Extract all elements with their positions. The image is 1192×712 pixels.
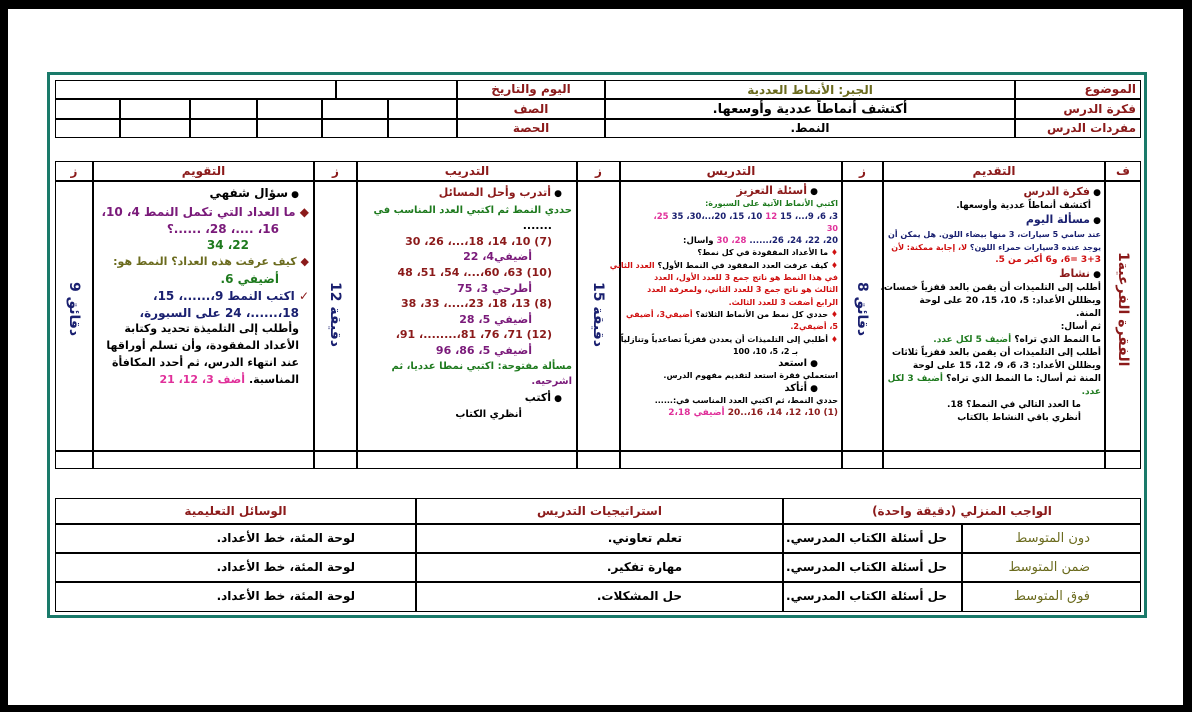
- teach-check-l2b: أضيفي 2،18: [668, 408, 725, 419]
- teach-reinforce-title: أسئلة التعزيز: [736, 184, 807, 197]
- level-cell: [962, 582, 1141, 612]
- practice-l9: (12) 71، 76، 81،........، 91،: [395, 328, 552, 342]
- assess-l6: اكتب النمط 9،......، 15،: [153, 288, 295, 303]
- teach-r-l10: حددي كل نمط من الأنماط الثلاثة؟: [695, 309, 829, 319]
- col-head-z2: [577, 161, 620, 181]
- topic-label: الموضوع: [1084, 82, 1136, 96]
- period-field-1: [388, 119, 457, 138]
- lesson-plan-document: [47, 72, 1147, 618]
- vocab-label-cell: [1015, 119, 1141, 138]
- teach-r-l4: 20، 22، 24، 26،......: [749, 236, 838, 247]
- teach-r-l7: في هذا النمط هو ناتج جمع 3 للعدد الأول، العدد: [654, 273, 838, 283]
- blank-row-practice: [357, 451, 577, 469]
- strategy-cell: [416, 524, 783, 553]
- assess-oral-title: سؤال شفهي: [209, 186, 288, 200]
- practice-l11: مسألة مفتوحة: اكتبي نمطا عدديا، ثم: [391, 360, 572, 372]
- col-head-z3: [314, 161, 357, 181]
- assessment-content: [97, 185, 309, 389]
- intro-problem-l2: يوجد عنده 3سيارات حمراء اللون؟: [969, 243, 1101, 252]
- tools-cell: [55, 553, 416, 582]
- period-field-6: [55, 119, 120, 138]
- assessment-time-cell: [55, 181, 93, 451]
- teach-r-l1: اكتبي الأنماط الآتية على السبورة:: [705, 199, 838, 209]
- col-head-assessment: [93, 161, 314, 181]
- assess-l11b: أضف 3، 12، 21: [159, 372, 246, 386]
- blank-row-teaching: [620, 451, 842, 469]
- assess-l9: الأعداد المفقودة، وأن تسلم أوراقها: [106, 339, 299, 353]
- practice-time: 12 دقيقة: [327, 282, 343, 347]
- intro-act-l5: ما النمط الذي تراه؟: [1014, 335, 1101, 345]
- strategies-head-cell: [416, 498, 783, 524]
- teach-r-l2b: 12: [765, 211, 778, 222]
- assessment-time: 9 دقائق: [66, 282, 82, 337]
- level-cell: [962, 524, 1141, 553]
- bullet-icon: ●: [288, 190, 299, 200]
- blank-row-z3: [314, 451, 357, 469]
- intro-act-l8b: أضيف 3 لكل: [887, 374, 943, 384]
- tools-text: لوحة المئة، خط الأعداد.: [216, 531, 355, 545]
- practice-l2: .......: [522, 219, 552, 233]
- teaching-time-cell: [577, 181, 620, 451]
- class-label-cell: [457, 99, 605, 119]
- teaching-content: [609, 184, 838, 420]
- practice-l4: أضيفي4، 22: [463, 250, 532, 264]
- col-head-f: [1105, 161, 1141, 181]
- bullet-icon: ●: [551, 393, 562, 404]
- practice-write-text: أنظري الكتاب: [455, 409, 522, 421]
- class-field-4: [190, 99, 257, 119]
- bullet-icon: ●: [1090, 188, 1101, 198]
- practice-content: [360, 185, 572, 423]
- idea-label-cell: [1015, 99, 1141, 119]
- assess-l1: ما العداد التي تكمل النمط 4، 10،: [101, 204, 296, 219]
- bullet-icon: ●: [807, 187, 818, 197]
- practice-l5: (10) 63، 60،...، 54، 51، 48: [397, 265, 552, 279]
- teaching-time: 15 دقيقة: [590, 282, 606, 347]
- intro-act-l7: ويظللن الأعداد: 3، 6، 9، 12، 15 على لوحة: [912, 361, 1101, 371]
- intro-problem-l1: عند سامي 5 سيارات، 3 منها بيضاء اللون. هل يمكن أن: [888, 230, 1101, 239]
- date-label: اليوم والتاريخ: [491, 82, 571, 96]
- idea-value: أكتشف أنماطاً عددية وأوسعها.: [712, 102, 908, 117]
- homework-head: الواجب المنزلي (دقيقة واحدة): [872, 504, 1052, 518]
- teach-r-l5: ما الأعداد المفقودة في كل نمط؟: [697, 248, 829, 258]
- strategy-text: حل المشكلات.: [596, 589, 682, 603]
- intro-idea-title: فكرة الدرس: [1023, 185, 1090, 198]
- blank-row-f: [1105, 451, 1141, 469]
- bullet-icon: ●: [807, 383, 818, 394]
- period-field-5: [120, 119, 190, 138]
- tools-cell: [55, 582, 416, 612]
- assess-l5: أضيفي 6.: [220, 271, 279, 286]
- drop-icon: ♦: [828, 248, 838, 258]
- intro-problem-title: مسألة اليوم: [1025, 213, 1090, 226]
- intro-act-l4: ثم أسال:: [1060, 322, 1101, 332]
- bullet-icon: ●: [807, 359, 818, 370]
- teach-ready-title: استعد: [778, 358, 807, 370]
- intro-problem-ans: لا، إجابة ممكنة: لأن: [891, 243, 968, 252]
- class-field-1: [388, 99, 457, 119]
- strategies-head: استراتيجيات التدريس: [537, 504, 662, 518]
- date-field-2: [55, 80, 336, 99]
- assess-l3: 22، 34: [206, 238, 249, 253]
- tools-text: لوحة المئة، خط الأعداد.: [216, 560, 355, 574]
- teach-r-l9: الرابع أضفت 3 للعدد الثالث.: [728, 297, 838, 307]
- check-icon: ✓: [294, 288, 309, 303]
- teach-r-l2: 3، 6، 9،..، 15: [780, 211, 838, 222]
- intro-idea-text: أكتشف أنماطاً عددية وأوسعها.: [956, 201, 1091, 211]
- col-z3-label: ز: [332, 164, 339, 178]
- assess-l11: المناسبة.: [248, 372, 299, 386]
- period-field-3: [257, 119, 322, 138]
- topic-value: الجبر: الأنماط العددية: [747, 83, 873, 97]
- teach-r-l6b: العدد الثاني: [609, 260, 655, 270]
- teach-r-l2d: 25،: [653, 211, 669, 222]
- assess-l10: عند انتهاء الدرس، ثم أحدد المكافأة: [112, 355, 299, 369]
- homework-text: حل أسئلة الكتاب المدرسي.: [786, 560, 947, 574]
- vocab-value: النمط.: [790, 121, 830, 135]
- strategy-cell: [416, 553, 783, 582]
- practice-l10: أضيفي 5، 86، 96: [435, 343, 532, 357]
- arrow-icon: ◆: [296, 255, 309, 269]
- period-label-cell: [457, 119, 605, 138]
- col-teaching-label: التدريس: [706, 164, 756, 178]
- teach-r-l8: الثالث هو ناتج جمع 3 للعدد الثاني، ولمعرفة العدد: [647, 285, 838, 295]
- teach-r-l6: كيف عرفت العدد المفقود في النمط الأول؟: [657, 260, 829, 270]
- intro-time: 8 دقائق: [854, 282, 870, 337]
- homework-cell: [783, 553, 962, 582]
- blank-row-intro: [883, 451, 1105, 469]
- col-head-intro: [883, 161, 1105, 181]
- teach-r-l3: 30: [826, 223, 838, 233]
- level-label: فوق المتوسط: [1013, 589, 1090, 604]
- intro-problem-ans2: 3+3 =6، و6 أكبر من 5.: [995, 255, 1101, 265]
- drop-icon: ♦: [828, 260, 838, 270]
- practice-write-title: أكتب: [524, 390, 551, 404]
- idea-label: فكرة الدرس: [1063, 102, 1136, 116]
- topic-value-cell: [605, 80, 1015, 99]
- strategy-text: مهارة تفكير.: [606, 560, 682, 574]
- teach-r-l12: أطلبي إلى التلميذات أن يعددن قفزياً تصاعدياً وتنازلياً: [620, 334, 829, 344]
- practice-title: أتدرب وأحل المسائل: [438, 186, 551, 199]
- homework-cell: [783, 524, 962, 553]
- class-label: الصف: [513, 102, 549, 116]
- intro-act-l9: عدد.: [1081, 387, 1101, 397]
- tools-head: الوسائل التعليمية: [184, 504, 287, 518]
- tools-text: لوحة المئة، خط الأعداد.: [216, 589, 355, 603]
- teach-ready-text: استعملي فقرة استعد لتقديم مفهوم الدرس.: [663, 371, 838, 381]
- practice-l7: (8) 13، 18، 23،....، 33، 38: [400, 297, 552, 311]
- level-label: ضمن المتوسط: [1008, 560, 1090, 575]
- bullet-icon: ●: [1090, 216, 1101, 226]
- assess-l2: 16، ....، 28، ......؟: [166, 221, 279, 236]
- bullet-icon: ●: [551, 189, 562, 199]
- col-intro-label: التقديم: [972, 164, 1016, 178]
- assess-l4: كيف عرفت هذه العداد؟ النمط هو:: [113, 255, 297, 269]
- group-cell: [1105, 181, 1141, 451]
- practice-l3: (7) 10، 14، 18،...، 26، 30: [405, 234, 552, 248]
- tools-head-cell: [55, 498, 416, 524]
- intro-act-l3: المنة.: [1075, 309, 1101, 319]
- practice-l6: أطرحي 3، 75: [457, 281, 532, 295]
- intro-act-l2: ويظللن الأعداد: 5، 10، 15، 20 على لوحة: [919, 296, 1101, 306]
- tools-cell: [55, 524, 416, 553]
- class-field-6: [55, 99, 120, 119]
- level-label: دون المتوسط: [1015, 531, 1090, 546]
- col-z2-label: ز: [595, 164, 602, 178]
- practice-l8: أضيفي 5، 28: [459, 312, 532, 326]
- col-assessment-label: التقويم: [181, 164, 226, 178]
- practice-time-cell: [314, 181, 357, 451]
- teach-r-l2c: 10، 15، 20،..،30، 35: [671, 211, 763, 222]
- bullet-icon: ●: [1090, 270, 1101, 280]
- homework-cell: [783, 582, 962, 612]
- col-head-z1: [842, 161, 883, 181]
- assess-l7: 18،......، 24 على السبورة،: [139, 305, 299, 320]
- assess-l8: وأطلب إلى التلميذة تحديد وكتابة: [124, 322, 299, 336]
- col-practice-label: التدريب: [444, 164, 490, 178]
- topic-label-cell: [1015, 80, 1141, 99]
- intro-act-l1: أطلب إلى التلميذات أن يقمن بالعد قفزياً خمسات،: [880, 283, 1101, 293]
- intro-act-l5b: أضيف 5 لكل عدد.: [933, 335, 1012, 345]
- teach-r-l11: 5، أضيفي2.: [790, 322, 838, 332]
- col-z4-label: ز: [70, 164, 78, 178]
- col-f-label: ف: [1116, 164, 1130, 178]
- intro-content: [880, 185, 1101, 425]
- teach-r-l13: بـ 2، 5، 10، 100: [732, 346, 798, 356]
- col-head-practice: [357, 161, 577, 181]
- drop-icon: ♦: [828, 334, 838, 344]
- vocab-value-cell: [605, 119, 1015, 138]
- teach-r-l4b: 28، 30: [716, 236, 747, 247]
- intro-act-l10: ما العدد التالي في النمط؟ 18.: [947, 400, 1081, 410]
- blank-row-z2: [577, 451, 620, 469]
- teach-check-l2: (1) 10، 12، 14، 16،..20: [727, 408, 838, 419]
- date-label-cell: [457, 80, 605, 99]
- teach-check-title: أتأكد: [784, 382, 807, 394]
- class-field-5: [120, 99, 190, 119]
- date-field-1: [336, 80, 457, 99]
- intro-activity-title: نشاط: [1059, 267, 1090, 280]
- homework-text: حل أسئلة الكتاب المدرسي.: [786, 589, 947, 603]
- class-field-3: [257, 99, 322, 119]
- col-head-teaching: [620, 161, 842, 181]
- group-label: الفقرة الفرعية1: [1115, 252, 1131, 367]
- teach-check-l1: حددي النمط، ثم اكتبي العدد المناسب في:......: [654, 396, 838, 406]
- teach-r-l4c: واسال:: [683, 236, 714, 247]
- idea-value-cell: [605, 99, 1015, 119]
- blank-row-z4: [55, 451, 93, 469]
- intro-act-l8: المنة ثم أسال: ما النمط الذي تراه؟: [946, 374, 1101, 384]
- practice-l1: حددي النمط ثم اكتبي العدد المناسب في: [373, 204, 572, 216]
- vocab-label: مفردات الدرس: [1046, 121, 1136, 135]
- blank-row-assessment: [93, 451, 314, 469]
- period-label: الحصة: [512, 121, 550, 135]
- blank-row-z1: [842, 451, 883, 469]
- intro-time-cell: [842, 181, 883, 451]
- arrow-icon: ◆: [295, 204, 309, 219]
- class-field-2: [322, 99, 388, 119]
- col-head-z4: [55, 161, 93, 181]
- strategy-cell: [416, 582, 783, 612]
- teach-r-l10b: أضيفي3، أضيفي: [626, 309, 693, 319]
- homework-head-cell: [783, 498, 1141, 524]
- drop-icon: ♦: [828, 309, 838, 319]
- strategy-text: تعلم تعاوني.: [607, 531, 682, 545]
- level-cell: [962, 553, 1141, 582]
- period-field-2: [322, 119, 388, 138]
- practice-l12: اشرحيه.: [531, 376, 572, 388]
- intro-act-l6: أطلب إلى التلميذات أن يقمن بالعد قفزياً ثلاثات: [891, 348, 1101, 358]
- period-field-4: [190, 119, 257, 138]
- col-z1-label: ز: [859, 164, 866, 178]
- intro-act-l11: أنظري باقي النشاط بالكتاب: [957, 413, 1081, 423]
- homework-text: حل أسئلة الكتاب المدرسي.: [786, 531, 947, 545]
